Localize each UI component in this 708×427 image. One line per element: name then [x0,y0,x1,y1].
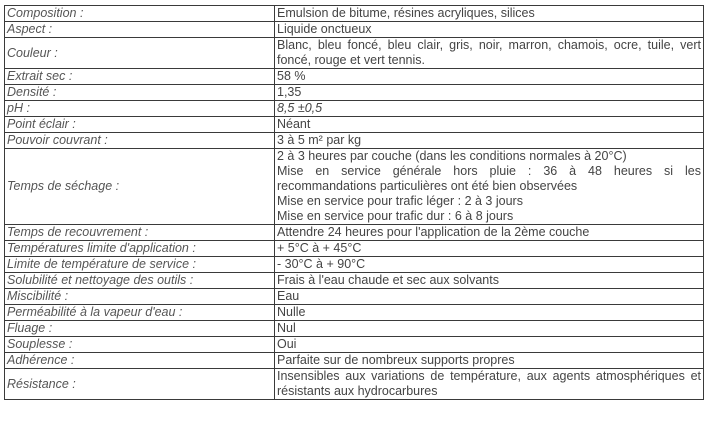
table-row [5,241,704,257]
property-value-line: Mise en service pour trafic léger : 2 à 3 jours [277,194,523,208]
table-row [5,117,704,133]
property-label: Extrait sec : [5,69,275,85]
property-value [275,337,704,353]
property-value [275,289,704,305]
property-value-line: - 30°C à + 90°C [277,257,366,271]
property-label: Miscibilité : [5,289,275,305]
property-label: Aspect : [5,22,275,38]
property-value [275,101,704,117]
property-value-line: Eau [277,289,300,303]
property-value-line: 2 à 3 heures par couche (dans les conditions normales à 20°C) [277,149,627,163]
table-row [5,6,704,22]
table-row [5,101,704,117]
spec-table [4,5,704,400]
property-label: Résistance : [5,369,275,400]
property-value-line: 58 % [277,69,306,83]
property-label: Composition : [5,6,275,22]
property-value-line: 3 à 5 m² par kg [277,133,362,147]
property-value-line: Liquide onctueux [277,22,372,36]
property-label: Point éclair : [5,117,275,133]
table-row [5,353,704,369]
table-row [5,305,704,321]
property-value [275,257,704,273]
property-value-line: + 5°C à + 45°C [277,241,362,255]
property-value-line: Mise en service pour trafic dur : 6 à 8 jours [277,209,514,223]
property-label: Limite de température de service : [5,257,275,273]
property-value [275,369,704,400]
table-row [5,257,704,273]
table-row [5,321,704,337]
table-row [5,337,704,353]
table-row [5,38,704,69]
property-value [275,38,704,69]
property-value [275,353,704,369]
property-value-line: Insensibles aux variations de température, aux agents atmosphériques et résistants aux hydrocarbures [277,369,701,398]
property-label: Températures limite d'application : [5,241,275,257]
property-value [275,69,704,85]
property-label: Souplesse : [5,337,275,353]
property-label: pH : [5,101,275,117]
property-value-line: 8,5 ±0,5 [277,101,323,115]
property-value-line: Attendre 24 heures pour l'application de la 2ème couche [277,225,590,239]
table-row [5,85,704,101]
property-value [275,133,704,149]
property-value-line: Oui [277,337,297,351]
property-value-line: Blanc, bleu foncé, bleu clair, gris, noir, marron, chamois, ocre, tuile, vert foncé, rouge et vert tennis. [277,38,701,67]
property-value [275,273,704,289]
property-value [275,321,704,337]
table-row [5,69,704,85]
property-value [275,85,704,101]
property-label: Temps de recouvrement : [5,225,275,241]
table-row [5,149,704,225]
property-value-line: Frais à l'eau chaude et sec aux solvants [277,273,499,287]
property-value [275,22,704,38]
table-row [5,273,704,289]
table-row [5,369,704,400]
property-value-line: Mise en service générale hors pluie : 36 à 48 heures si les recommandations particulières ont été bien observées [277,164,701,193]
property-label: Fluage : [5,321,275,337]
table-row [5,22,704,38]
property-value [275,225,704,241]
property-label: Pouvoir couvrant : [5,133,275,149]
table-row [5,225,704,241]
property-value-line: Emulsion de bitume, résines acryliques, silices [277,6,535,20]
property-value-line: Nulle [277,305,306,319]
property-value [275,149,704,225]
property-label: Temps de séchage : [5,149,275,225]
property-label: Couleur : [5,38,275,69]
property-value [275,6,704,22]
property-label: Perméabilité à la vapeur d'eau : [5,305,275,321]
property-value [275,117,704,133]
property-value-line: Parfaite sur de nombreux supports propres [277,353,515,367]
property-label: Solubilité et nettoyage des outils : [5,273,275,289]
table-row [5,289,704,305]
property-label: Adhérence : [5,353,275,369]
property-value [275,305,704,321]
spec-table-body [5,6,704,400]
property-value-line: Nul [277,321,296,335]
property-label: Densité : [5,85,275,101]
table-row [5,133,704,149]
property-value-line: 1,35 [277,85,302,99]
property-value [275,241,704,257]
property-value-line: Néant [277,117,311,131]
